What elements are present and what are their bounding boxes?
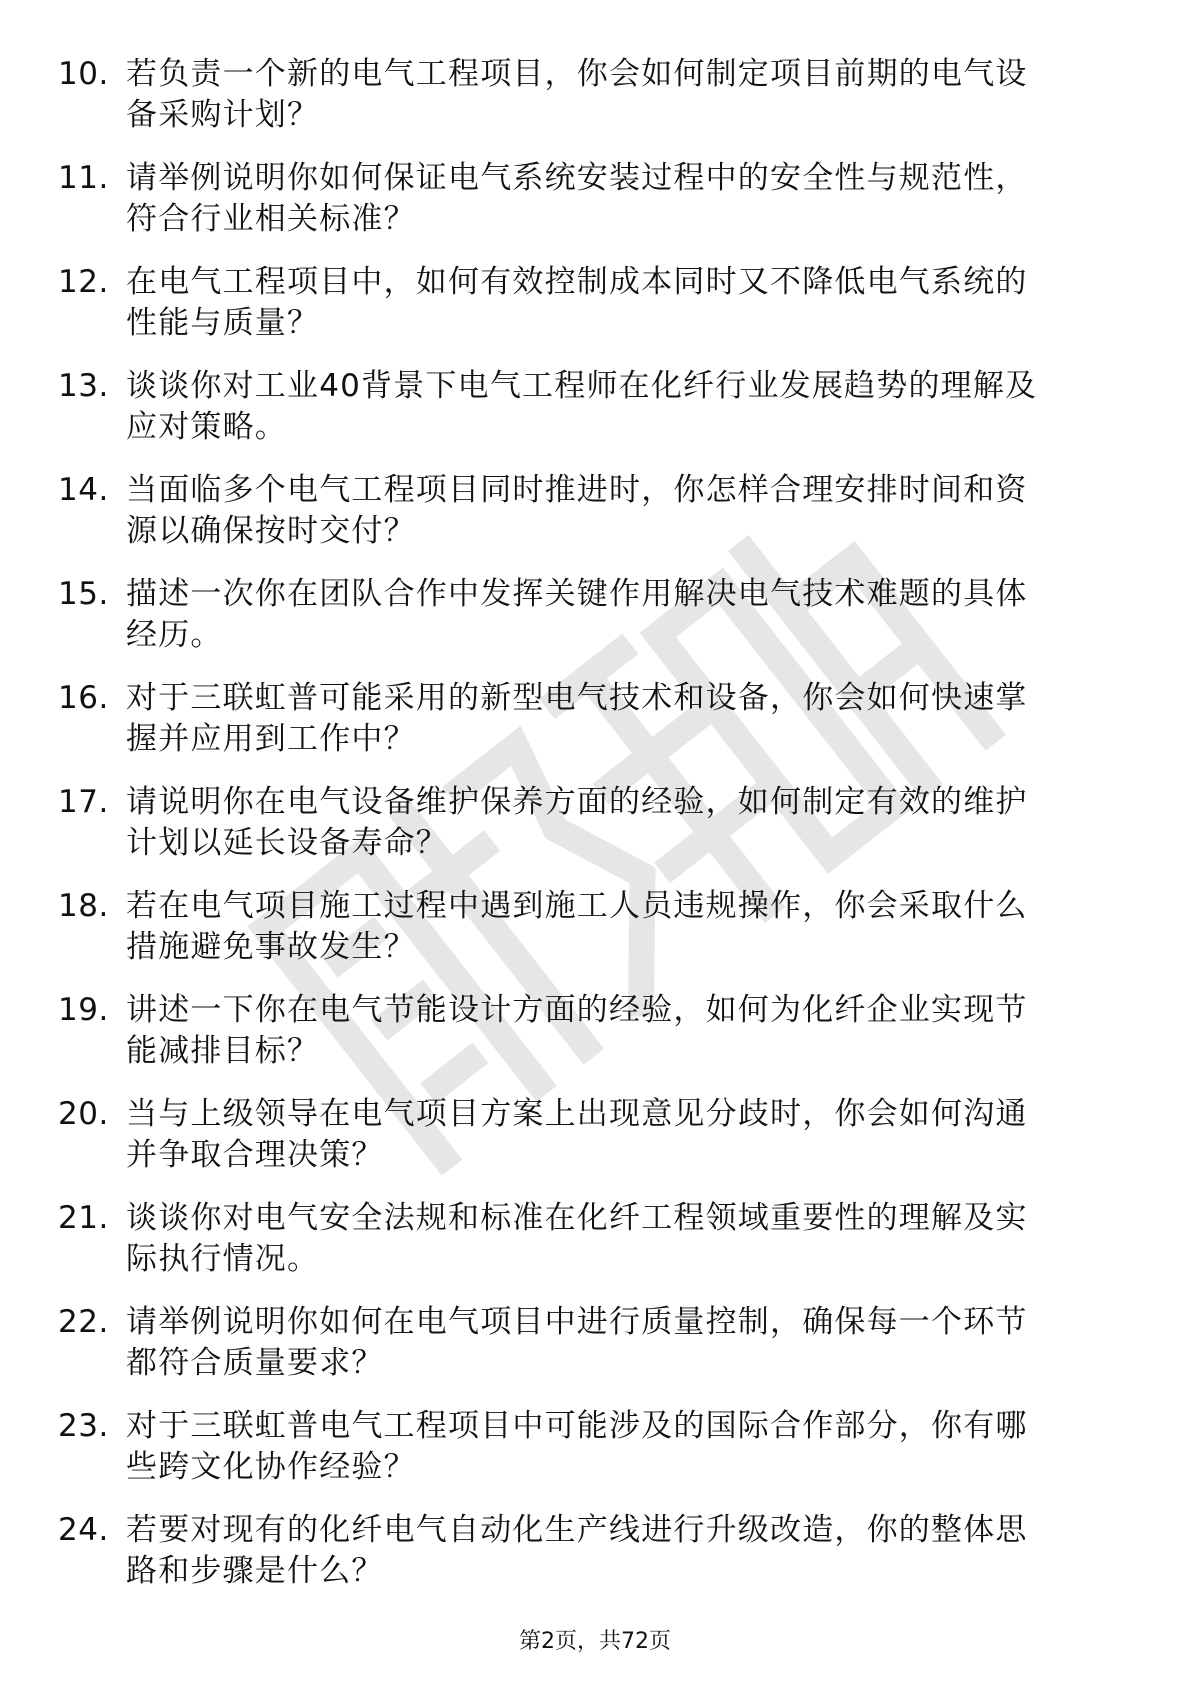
question-item bbox=[58, 1510, 1130, 1614]
question-number: 10. bbox=[58, 56, 109, 92]
question-item bbox=[58, 1094, 1130, 1198]
question-text: 谈谈你对工业40背景下电气工程师在化纤行业发展趋势的理解及 应对策略。 bbox=[126, 368, 1038, 445]
question-number: 16. bbox=[58, 680, 109, 716]
question-number: 23. bbox=[58, 1408, 109, 1444]
question-number: 19. bbox=[58, 992, 109, 1028]
question-text: 讲述一下你在电气节能设计方面的经验，如何为化纤企业实现节 能减排目标？ bbox=[126, 992, 1028, 1069]
question-text: 当与上级领导在电气项目方案上出现意见分歧时，你会如何沟通 并争取合理决策？ bbox=[126, 1096, 1028, 1173]
question-number: 13. bbox=[58, 368, 109, 404]
question-text: 对于三联虹普可能采用的新型电气技术和设备，你会如何快速掌 握并应用到工作中？ bbox=[126, 680, 1028, 757]
question-number: 14. bbox=[58, 472, 109, 508]
question-list bbox=[58, 54, 1130, 1614]
question-text: 请举例说明你如何在电气项目中进行质量控制，确保每一个环节 都符合质量要求？ bbox=[126, 1304, 1028, 1381]
question-text: 对于三联虹普电气工程项目中可能涉及的国际合作部分，你有哪 些跨文化协作经验？ bbox=[126, 1408, 1028, 1485]
question-number: 12. bbox=[58, 264, 109, 300]
question-item bbox=[58, 990, 1130, 1094]
question-item bbox=[58, 886, 1130, 990]
question-item bbox=[58, 1302, 1130, 1406]
question-text: 描述一次你在团队合作中发挥关键作用解决电气技术难题的具体 经历。 bbox=[126, 576, 1028, 653]
question-item bbox=[58, 782, 1130, 886]
question-number: 22. bbox=[58, 1304, 109, 1340]
question-text: 请说明你在电气设备维护保养方面的经验，如何制定有效的维护 计划以延长设备寿命？ bbox=[126, 784, 1028, 861]
question-number: 20. bbox=[58, 1096, 109, 1132]
question-item bbox=[58, 158, 1130, 262]
question-number: 21. bbox=[58, 1200, 109, 1236]
question-text: 若负责一个新的电气工程项目，你会如何制定项目前期的电气设 备采购计划？ bbox=[126, 56, 1028, 133]
page-footer: 第2页，共72页 bbox=[519, 1629, 671, 1654]
question-item bbox=[58, 54, 1130, 158]
question-number: 17. bbox=[58, 784, 109, 820]
question-item bbox=[58, 470, 1130, 574]
question-number: 15. bbox=[58, 576, 109, 612]
question-text: 在电气工程项目中，如何有效控制成本同时又不降低电气系统的 性能与质量？ bbox=[126, 264, 1028, 341]
question-text: 若要对现有的化纤电气自动化生产线进行升级改造，你的整体思 路和步骤是什么？ bbox=[126, 1512, 1028, 1589]
question-number: 11. bbox=[58, 160, 109, 196]
question-item bbox=[58, 574, 1130, 678]
question-text: 若在电气项目施工过程中遇到施工人员违规操作，你会采取什么 措施避免事故发生？ bbox=[126, 888, 1028, 965]
question-number: 18. bbox=[58, 888, 109, 924]
question-item bbox=[58, 1198, 1130, 1302]
question-item bbox=[58, 262, 1130, 366]
question-item bbox=[58, 1406, 1130, 1510]
question-item bbox=[58, 366, 1130, 470]
question-number: 24. bbox=[58, 1512, 109, 1548]
question-text: 当面临多个电气工程项目同时推进时，你怎样合理安排时间和资 源以确保按时交付？ bbox=[126, 472, 1028, 549]
question-text: 谈谈你对电气安全法规和标准在化纤工程领域重要性的理解及实 际执行情况。 bbox=[126, 1200, 1028, 1277]
question-item bbox=[58, 678, 1130, 782]
question-text: 请举例说明你如何保证电气系统安装过程中的安全性与规范性， 符合行业相关标准？ bbox=[126, 160, 1028, 237]
